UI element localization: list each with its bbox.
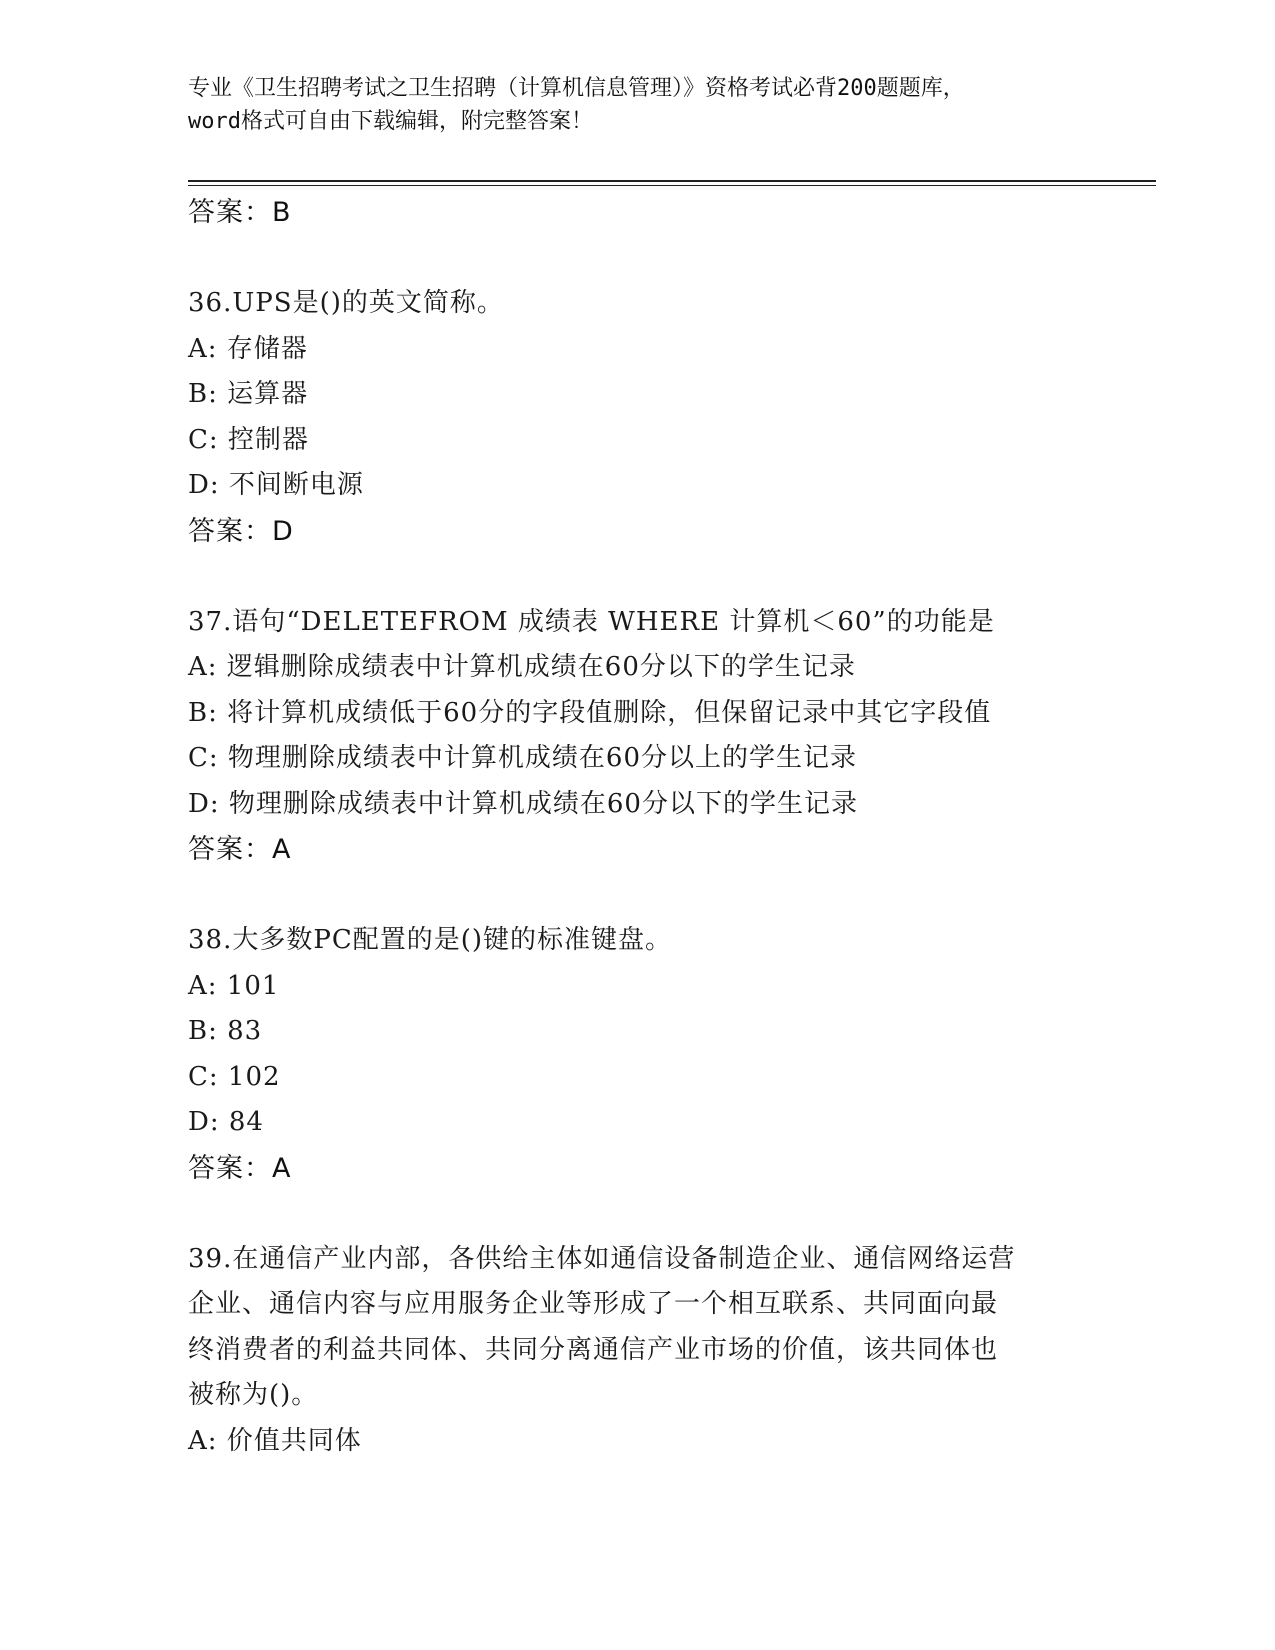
spacer [188, 1191, 1088, 1237]
question-stem: 37.语句“DELETEFROM 成绩表 WHERE 计算机＜60”的功能是 [188, 606, 995, 637]
option-a: A: 逻辑删除成绩表中计算机成绩在60分以下的学生记录 [188, 652, 856, 682]
question-list [188, 190, 1088, 1464]
option-c: C: 102 [188, 1061, 281, 1092]
option-b: B: 83 [188, 1016, 263, 1046]
option-c: C: 物理删除成绩表中计算机成绩在60分以上的学生记录 [188, 743, 858, 773]
question-stem: 36.UPS是()的英文简称。 [188, 288, 504, 318]
option-d: D: 84 [188, 1107, 264, 1137]
option-b: B: 将计算机成绩低于60分的字段值删除，但保留记录中其它字段值 [188, 697, 992, 728]
option-c: C: 控制器 [188, 424, 309, 455]
question-stem-line-2: 企业、通信内容与应用服务企业等形成了一个相互联系、共同面向最 [188, 1289, 999, 1319]
option-a: A: 价值共同体 [188, 1425, 362, 1456]
spacer [188, 873, 1088, 919]
option-a: A: 101 [188, 970, 280, 1001]
answer-line: 答案：A [188, 834, 292, 865]
answer-line: 答案：A [188, 1152, 292, 1184]
question-stem-line-3: 终消费者的利益共同体、共同分离通信产业市场的价值，该共同体也 [188, 1334, 999, 1365]
header-divider [188, 180, 1156, 186]
question-stem: 38.大多数PC配置的是()键的标准键盘。 [188, 925, 673, 955]
option-d: D: 不间断电源 [188, 470, 364, 500]
question-block [188, 600, 1088, 873]
question-block [188, 918, 1088, 1191]
header-title-line-1: 专业《卫生招聘考试之卫生招聘（计算机信息管理）》资格考试必背200题题库， [188, 76, 965, 101]
header-title-line-2: word格式可自由下载编辑，附完整答案！ [188, 109, 593, 134]
question-block [188, 1237, 1088, 1465]
question-block [188, 281, 1088, 554]
option-d: D: 物理删除成绩表中计算机成绩在60分以下的学生记录 [188, 788, 858, 819]
option-a: A: 存储器 [188, 333, 308, 364]
page-header [188, 72, 1088, 138]
answer-line: 答案：D [188, 515, 294, 547]
question-stem-line-1: 39.在通信产业内部，各供给主体如通信设备制造企业、通信网络运营 [188, 1243, 1016, 1274]
answer-line: 答案：B [188, 197, 292, 228]
spacer [188, 554, 1088, 600]
option-b: B: 运算器 [188, 379, 309, 409]
spacer [188, 236, 1088, 282]
question-stem-line-4: 被称为()。 [188, 1380, 319, 1410]
